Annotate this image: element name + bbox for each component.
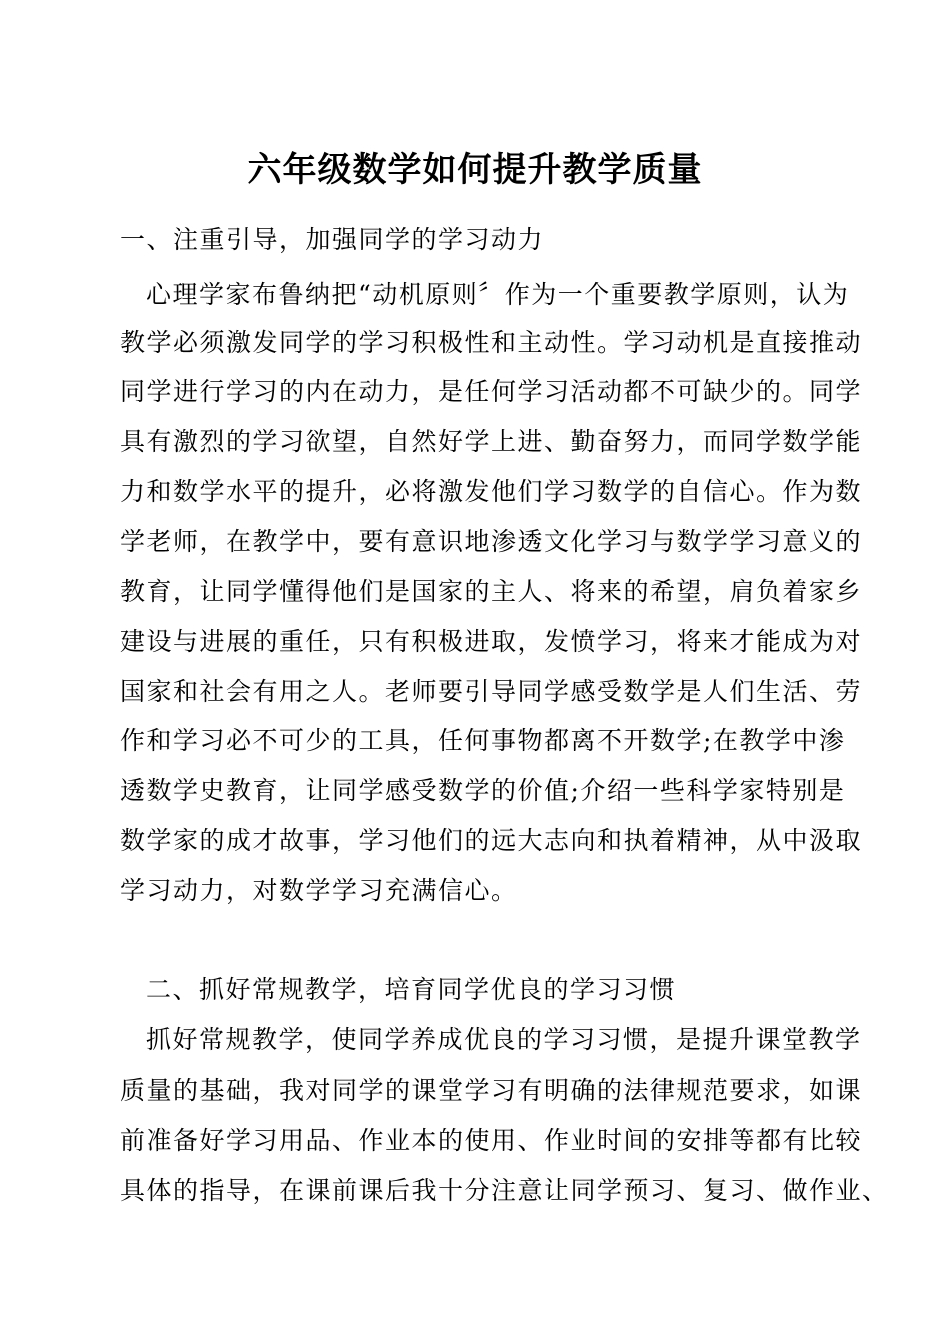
section-1-line-2: 教学必须激发同学的学习积极性和主动性。学习动机是直接推动 xyxy=(120,328,863,357)
section-1-line-13: 学习动力，对数学学习充满信心。 xyxy=(120,876,518,905)
section-1-line-3: 同学进行学习的内在动力，是任何学习活动都不可缺少的。同学 xyxy=(120,377,863,406)
section-2-heading: 二、抓好常规教学，培育同学优良的学习习惯 xyxy=(146,975,677,1004)
section-1-line-8: 建设与进展的重任，只有积极进取，发愤学习，将来才能成为对 xyxy=(120,627,863,656)
section-1-line-4: 具有激烈的学习欲望，自然好学上进、勤奋努力，而同学数学能 xyxy=(120,427,863,456)
section-2-line-3: 前准备好学习用品、作业本的使用、作业时间的安排等都有比较 xyxy=(120,1126,863,1155)
section-1-line-11: 透数学史教育，让同学感受数学的价值;介绍一些科学家特别是 xyxy=(120,776,846,805)
section-1-line-12: 数学家的成才故事，学习他们的远大志向和执着精神，从中汲取 xyxy=(120,826,863,855)
section-1-line-1: 心理学家布鲁纳把“动机原则〞作为一个重要教学原则，认为 xyxy=(146,280,850,309)
section-2-line-2: 质量的基础，我对同学的课堂学习有明确的法律规范要求，如课 xyxy=(120,1076,863,1105)
section-1-line-5: 力和数学水平的提升，必将激发他们学习数学的自信心。作为数 xyxy=(120,477,863,506)
section-1-heading: 一、注重引导，加强同学的学习动力 xyxy=(120,225,545,254)
section-2-line-4: 具体的指导，在课前课后我十分注意让同学预习、复习、做作业、 xyxy=(120,1176,889,1205)
section-1-line-9: 国家和社会有用之人。老师要引导同学感受数学是人们生活、劳 xyxy=(120,677,863,706)
section-1-line-7: 教育，让同学懂得他们是国家的主人、将来的希望，肩负着家乡 xyxy=(120,577,863,606)
section-1-line-6: 学老师，在教学中，要有意识地渗透文化学习与数学学习意义的 xyxy=(120,527,863,556)
section-2-line-1: 抓好常规教学，使同学养成优良的学习习惯，是提升课堂教学 xyxy=(146,1025,862,1054)
document-title: 六年级数学如何提升教学质量 xyxy=(247,150,703,190)
section-1-line-10: 作和学习必不可少的工具，任何事物都离不开数学;在教学中渗 xyxy=(120,726,846,755)
